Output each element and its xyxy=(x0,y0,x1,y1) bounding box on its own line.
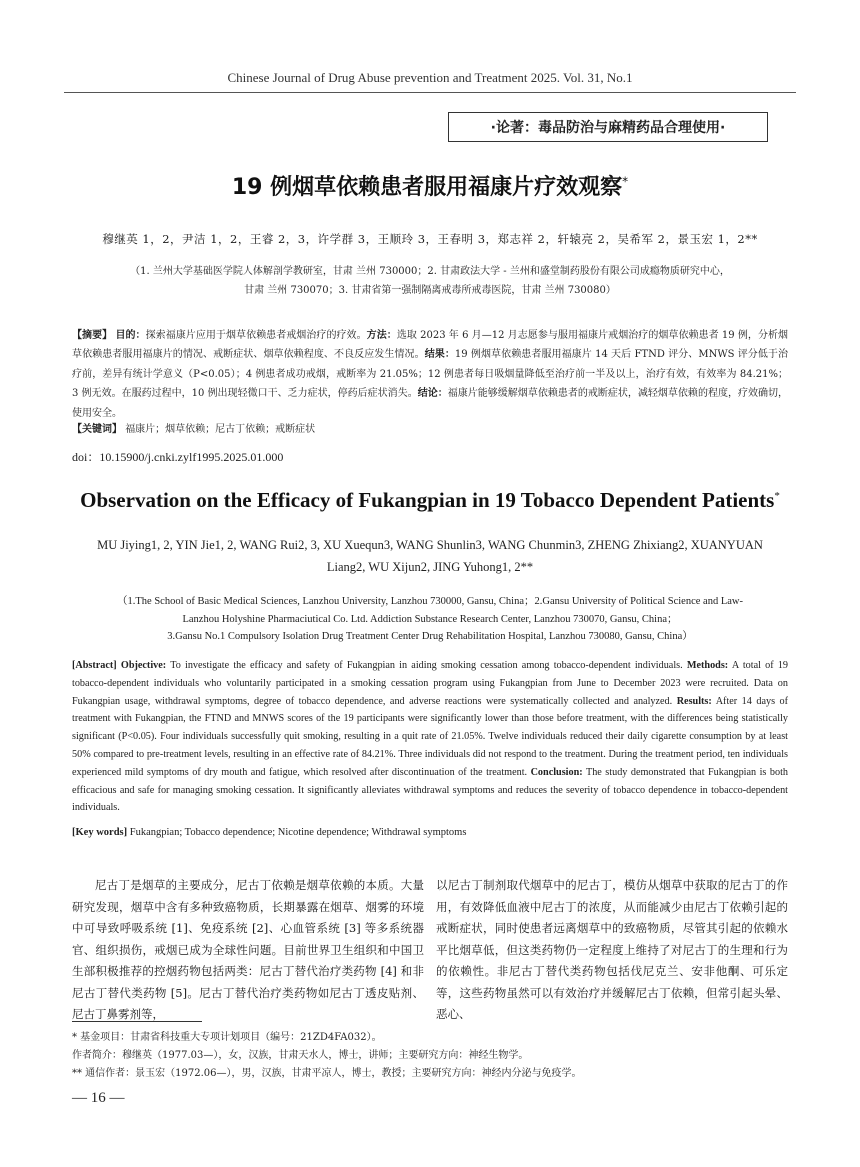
english-title-footnote-mark: * xyxy=(774,490,780,502)
en-results-label: Results: xyxy=(676,695,712,707)
result-text: 19 例烟草依赖患者服用福康片 14 天后 FTND 评分、MNWS 评分低于治疗前，差异有统计学意义（P<0.05）；4 例患者成功戒烟，戒断率为 21.05%；12 例患者每日吸烟量降低至治疗前一半及以上，治疗有效，有效率为 84.21%；3 例无效。在服药过程中，10 例出现轻微口干、乏力症状，停药后症状消失。 xyxy=(72,349,789,400)
en-results-text: After 14 days of treatment with Fukangpian, the FTND and MNWS scores of the 19 participants were significantly lower than those before treatment, with the differences being statistically significant (P<0.05). Four individuals successfully quit smoking, resulting in a quit rate of 21.05%. Twelve individuals reduced their daily cigarette consumption by at least 50% compared to pre-treatment levels, resulting in an effective rate of 84.21%. Three individuals did not respond to the treatment. During the treatment period, ten individuals experienced mild symptoms of dry mouth and fatigue, which resolved after discontinuation of the treatment. xyxy=(72,695,788,778)
en-objective-text: To investigate the efficacy and safety of Fukangpian in aiding smoking cessation among tobacco-dependent individuals. xyxy=(170,660,683,671)
body-right-column: 以尼古丁制剂取代烟草中的尼古丁，模仿从烟草中获取的尼古丁的作用，有效降低血液中尼古丁的浓度，从而能减少由尼古丁依赖引起的戒断症状，同时使患者远离烟草中的致癌物质，尽管其引起的依赖水平比烟草低，但这类药物仍一定程度上维持了对尼古丁的生理和行为的依赖性。非尼古丁替代类药物包括伐尼克兰、安非他酮、可乐定等，这些药物虽然可以有效治疗并缓解尼古丁依赖，但常引起头晕、恶心、 xyxy=(436,878,788,1021)
english-title-text: Observation on the Efficacy of Fukangpian in 19 Tobacco Dependent Patients xyxy=(80,488,775,512)
english-abstract xyxy=(72,657,788,817)
english-authors-line: MU Jiying1, 2, YIN Jie1, 2, WANG Rui2, 3, XU Xuequn3, WANG Shunlin3, WANG Chunmin3, ZHENG Zhixiang2, XUANYUAN xyxy=(97,538,763,552)
en-methods-label: Methods: xyxy=(686,660,729,671)
chinese-keywords xyxy=(72,420,788,435)
footnote-fund: * 基金项目：甘肃省科技重大专项计划项目（编号：21ZD4FA032）。 xyxy=(72,1032,382,1043)
chinese-abstract xyxy=(72,326,788,423)
conclusion-text: 福康片能够缓解烟草依赖患者的戒断症状，减轻烟草依赖的程度，疗效确切，使用安全。 xyxy=(72,388,789,419)
method-label: 方法： xyxy=(366,330,397,341)
english-authors xyxy=(80,534,780,578)
english-affiliations xyxy=(72,593,788,646)
en-conclusion-label: Conclusion: xyxy=(530,766,583,778)
english-affiliation-line: Lanzhou Holyshine Pharmaciutical Co. Ltd. Addiction Substance Research Center, Lanzhou 730070, Gansu, China； xyxy=(182,613,678,625)
chinese-affiliation-line: 甘肃 兰州 730070；3. 甘肃省第一强制隔离戒毒所戒毒医院，甘肃 兰州 730080） xyxy=(244,285,616,296)
objective-text: 探索福康片应用于烟草依赖患者戒烟治疗的疗效。 xyxy=(145,330,367,341)
footnote-rule xyxy=(72,1021,202,1022)
column-label: ·论著：毒品防治与麻精药品合理使用· xyxy=(448,112,768,142)
header-rule xyxy=(64,92,796,93)
en-keywords-label: [Key words] xyxy=(72,827,128,838)
page-number: — 16 — xyxy=(72,1090,125,1106)
chinese-title xyxy=(0,170,860,201)
chinese-authors: 穆继英 1，2，尹洁 1，2，王睿 2，3，许学群 3，王顺玲 3，王春明 3，郑志祥 2，轩辕亮 2，吴希军 2，景玉宏 1，2** xyxy=(102,232,758,246)
english-authors-line: Liang2, WU Xijun2, JING Yuhong1, 2** xyxy=(326,560,534,574)
english-keywords xyxy=(72,827,788,838)
conclusion-label: 结论： xyxy=(417,388,448,400)
en-methods-text: A total of 19 tobacco-dependent individuals who voluntarily participated in a smoking cessation program using Fukangpian from June to December 2023 were recruited. Data on Fukangpian usage, withdrawal symptoms, degree of tobacco dependence, and adverse reactions were systematically collected and analyzed. xyxy=(72,660,789,707)
footnote-author: 作者简介：穆继英（1977.03—），女，汉族，甘肃天水人，博士，讲师；主要研究方向：神经生物学。 xyxy=(72,1050,529,1061)
title-footnote-mark: * xyxy=(622,174,629,189)
en-keywords-text: Fukangpian; Tobacco dependence; Nicotine dependence; Withdrawal symptoms xyxy=(129,827,467,838)
english-affiliation-line: （1.The School of Basic Medical Sciences, Lanzhou University, Lanzhou 730000, Gansu, China；2.Gansu University of Political Science and Law- xyxy=(117,596,743,607)
footnote-corresponding: ** 通信作者：景玉宏（1972.06—），男，汉族，甘肃平凉人，博士，教授；主要研究方向：神经内分泌与免疫学。 xyxy=(72,1068,582,1079)
chinese-affiliation-line: （1. 兰州大学基础医学院人体解剖学教研室，甘肃 兰州 730000；2. 甘肃政法大学 - 兰州和盛堂制药股份有限公司成瘾物质研究中心， xyxy=(130,266,730,277)
chinese-title-text: 19 例烟草依赖患者服用福康片疗效观察 xyxy=(231,175,623,200)
result-label: 结果： xyxy=(424,349,455,361)
english-affiliation-line: 3.Gansu No.1 Compulsory Isolation Drug Treatment Center Drug Rehabilitation Hospital, Lanzhou 730080, Gansu, China） xyxy=(167,631,693,642)
keywords-text: 福康片；烟草依赖；尼古丁依赖；戒断症状 xyxy=(125,424,316,435)
keywords-label: 【关键词】 xyxy=(72,424,122,435)
english-title xyxy=(0,488,860,513)
method-text: 选取 2023 年 6 月—12 月志愿参与服用福康片戒烟治疗的烟草依赖患者 19 例，分析烟草依赖患者服用福康片的情况、戒断症状、烟草依赖程度、不良反应发生情况。 xyxy=(72,330,789,361)
body-left-column: 尼古丁是烟草的主要成分，尼古丁依赖是烟草依赖的本质。大量研究发现，烟草中含有多种致癌物质，长期暴露在烟草、烟雾的环境中可导致呼吸系统 [1]、免疫系统 [2]、心血管系统 [3] 等多系统器官、组织损伤，戒烟已成为全球性问题。目前世界卫生组织和中国卫生部积极推荐的控烟药物包括两类：尼古丁替代治疗类药物 [4] 和非尼古丁替代类药物 [5]。尼古丁替代治疗类药物如尼古丁透皮贴剂、尼古丁鼻雾剂等， xyxy=(72,878,424,1021)
journal-header: Chinese Journal of Drug Abuse prevention and Treatment 2025. Vol. 31, No.1 xyxy=(227,70,633,85)
en-abstract-label: [Abstract] xyxy=(72,660,117,671)
en-objective-label: Objective: xyxy=(120,660,167,671)
abstract-label: 【摘要】 xyxy=(72,330,113,341)
chinese-affiliations xyxy=(100,262,760,300)
objective-label: 目的： xyxy=(115,330,146,341)
doi[interactable]: doi：10.15900/j.cnki.zylf1995.2025.01.000 xyxy=(72,450,284,464)
en-conclusion-text: The study demonstrated that Fukangpian is both efficacious and safe for managing smoking cessation. It significantly alleviates withdrawal symptoms and reduces the severity of tobacco dependence in tobacco-dependent individuals. xyxy=(72,766,788,814)
